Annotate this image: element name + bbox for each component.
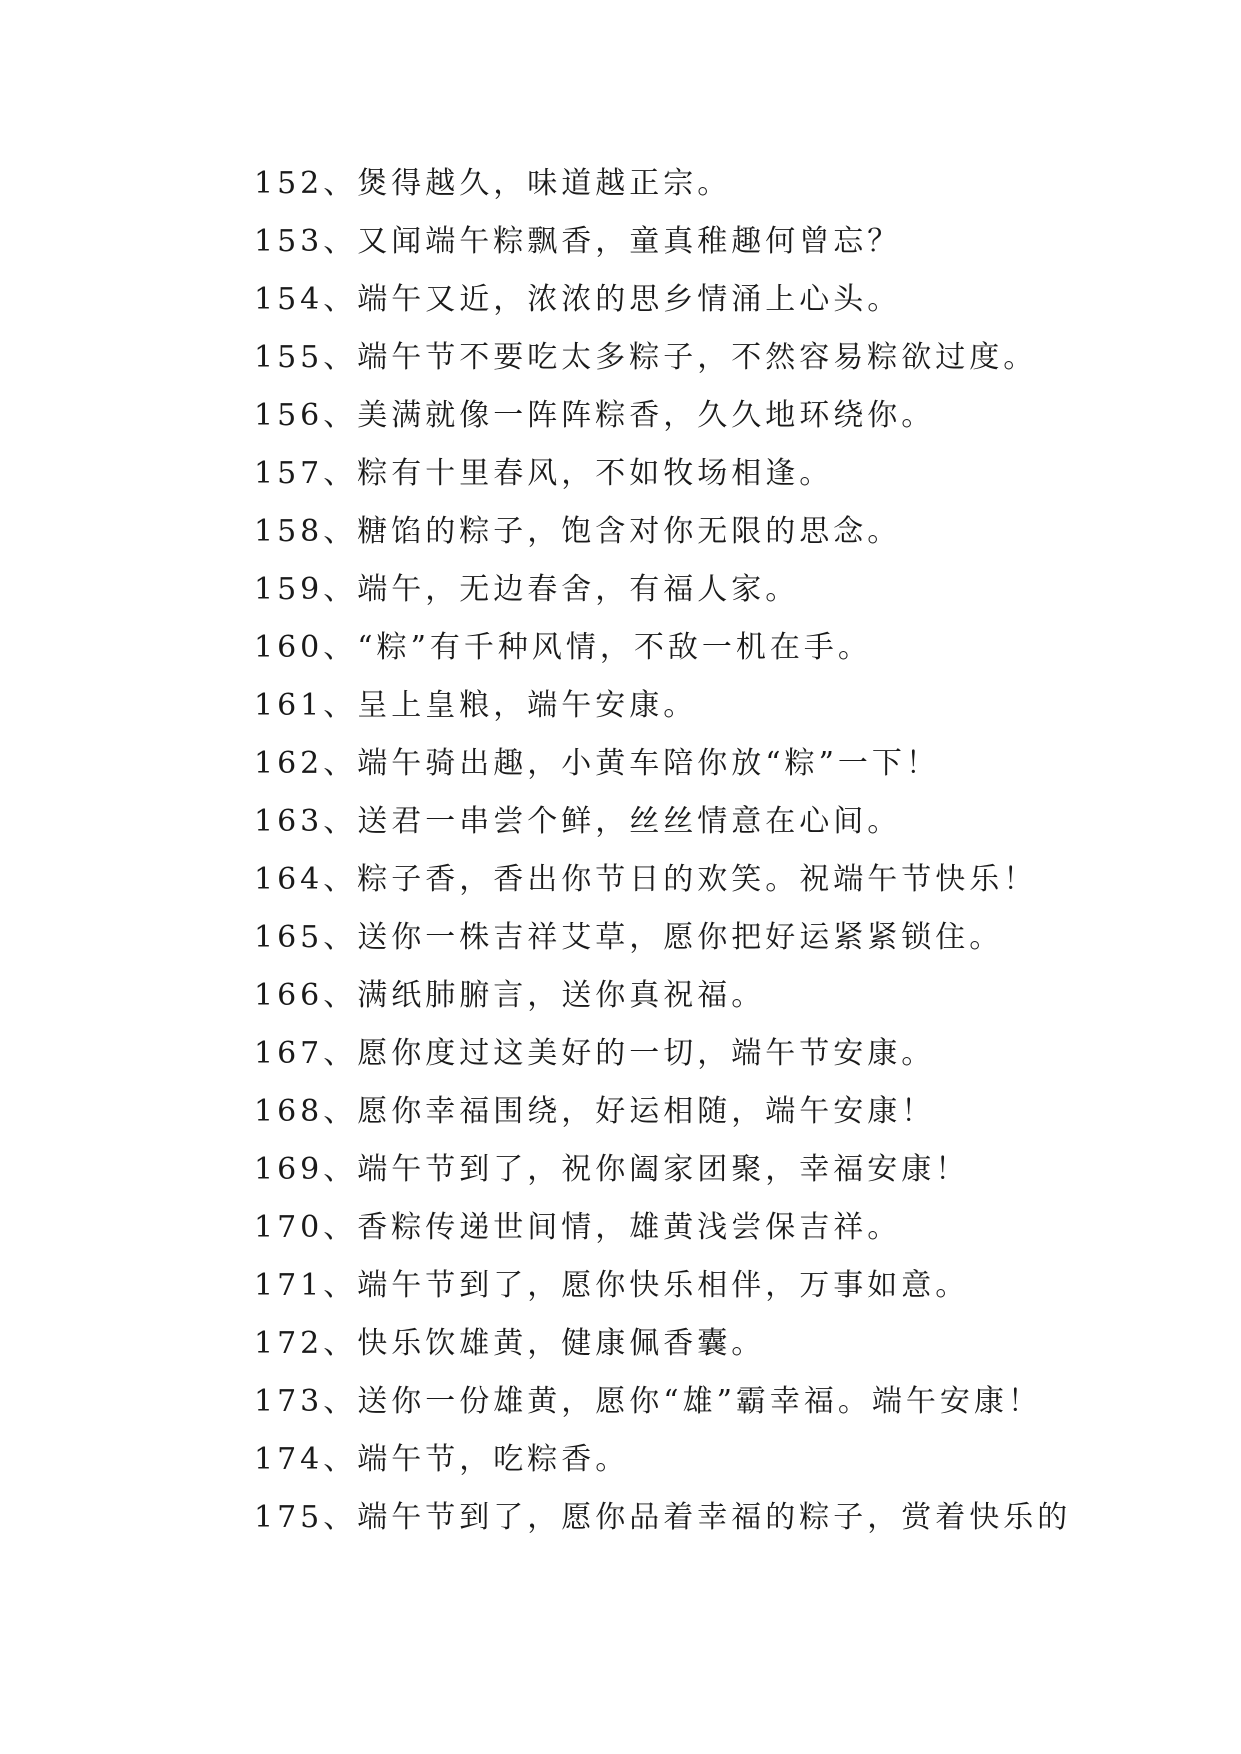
list-item: 168、愿你幸福围绕，好运相随，端午安康！ [254, 1094, 936, 1129]
list-item: 154、端午又近，浓浓的思乡情涌上心头。 [254, 282, 902, 317]
list-item: 162、端午骑出趣，小黄车陪你放“粽”一下！ [254, 746, 940, 781]
list-item: 166、满纸肺腑言，送你真祝福。 [254, 978, 766, 1013]
list-item: 159、端午，无边春舍，有福人家。 [254, 572, 800, 607]
list-item: 161、呈上皇粮，端午安康。 [254, 688, 698, 723]
list-item: 169、端午节到了，祝你阖家团聚，幸福安康！ [254, 1152, 970, 1187]
list-item: 165、送你一株吉祥艾草，愿你把好运紧紧锁住。 [254, 920, 1004, 955]
list-item: 172、快乐饮雄黄，健康佩香囊。 [254, 1326, 766, 1361]
list-item: 157、粽有十里春风，不如牧场相逢。 [254, 456, 834, 491]
list-item: 163、送君一串尝个鲜，丝丝情意在心间。 [254, 804, 902, 839]
list-item: 174、端午节，吃粽香。 [254, 1442, 630, 1477]
list-item: 167、愿你度过这美好的一切，端午节安康。 [254, 1036, 936, 1071]
list-item: 164、粽子香，香出你节日的欢笑。祝端午节快乐！ [254, 862, 1038, 897]
list-item: 153、又闻端午粽飘香，童真稚趣何曾忘？ [254, 224, 902, 259]
greeting-list [254, 155, 1154, 1547]
list-item: 173、送你一份雄黄，愿你“雄”霸幸福。端午安康！ [254, 1384, 1042, 1419]
list-item: 171、端午节到了，愿你快乐相伴，万事如意。 [254, 1268, 970, 1303]
list-item: 175、端午节到了，愿你品着幸福的粽子，赏着快乐的 [254, 1500, 1072, 1535]
list-item: 156、美满就像一阵阵粽香，久久地环绕你。 [254, 398, 936, 433]
list-item: 158、糖馅的粽子，饱含对你无限的思念。 [254, 514, 902, 549]
list-item: 155、端午节不要吃太多粽子，不然容易粽欲过度。 [254, 340, 1038, 375]
list-item: 170、香粽传递世间情，雄黄浅尝保吉祥。 [254, 1210, 902, 1245]
list-item: 160、“粽”有千种风情，不敌一机在手。 [254, 630, 872, 665]
list-item: 152、煲得越久，味道越正宗。 [254, 166, 732, 201]
